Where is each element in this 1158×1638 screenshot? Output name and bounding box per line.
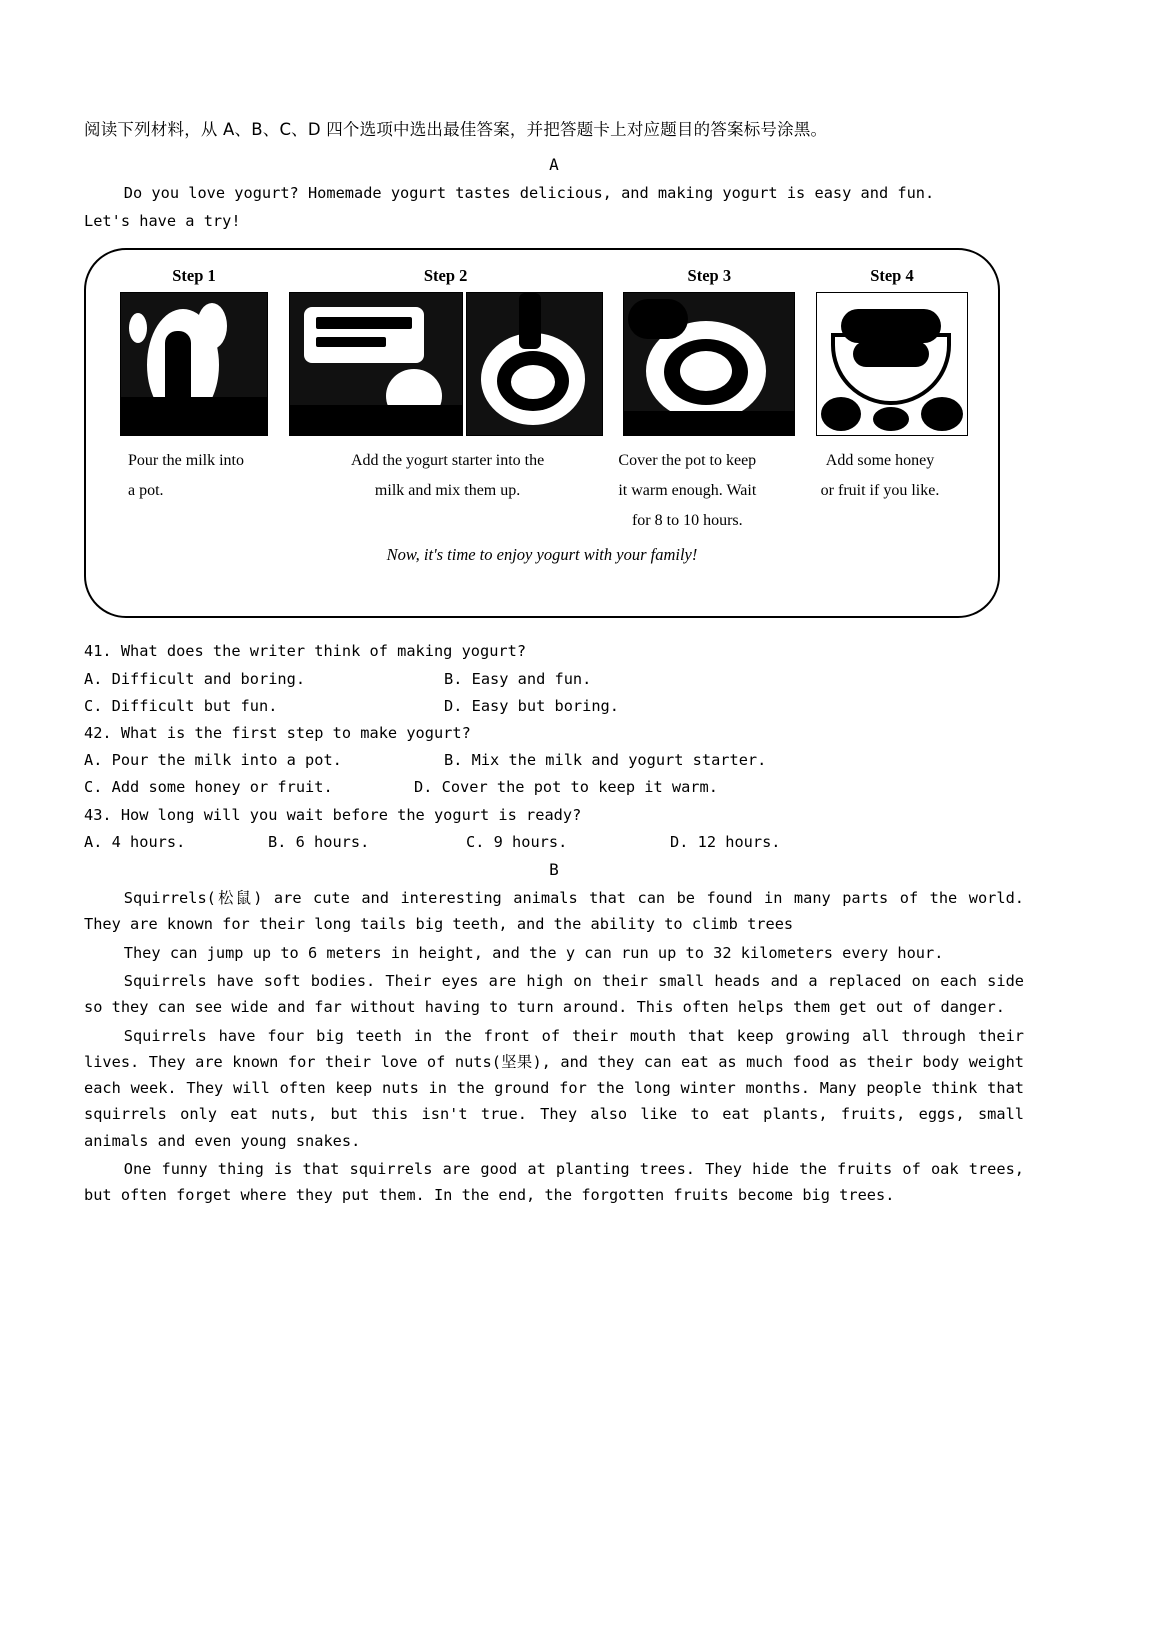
step-3 bbox=[623, 266, 795, 436]
step-2 bbox=[289, 266, 603, 436]
step-4-caption-line-1: Add some honey bbox=[825, 452, 935, 470]
passage-b-letter: B bbox=[549, 860, 559, 880]
step-3-caption-line-1: Cover the pot to keep bbox=[618, 452, 757, 470]
step-4-caption-line-2: or fruit if you like. bbox=[820, 481, 940, 499]
question-42-options-row-1 bbox=[84, 747, 1024, 774]
step-2-caption bbox=[307, 438, 589, 505]
passage-b-paragraph-3: Squirrels have soft bodies. Their eyes are high on their small heads and a replaced on each side so they can see wide and far without having to turn around. This often helps them get out of danger. bbox=[84, 971, 1024, 1017]
passage-b-paragraph-2: They can jump up to 6 meters in height, and the y can run up to 32 kilometers every hour. bbox=[123, 943, 944, 962]
passage-a-intro-line-2: Let's have a try! bbox=[84, 212, 241, 231]
question-43-options-row-1 bbox=[84, 829, 1024, 856]
question-41-option-c[interactable]: C. Difficult but fun. bbox=[84, 696, 278, 715]
steps-caption-row bbox=[86, 436, 998, 535]
step-2-caption-line-1: Add the yogurt starter into the bbox=[350, 452, 545, 470]
question-43-option-d[interactable]: D. 12 hours. bbox=[670, 832, 781, 851]
question-42-option-a[interactable]: A. Pour the milk into a pot. bbox=[84, 751, 342, 770]
question-42-stem: 42. What is the first step to make yogurt? bbox=[84, 724, 471, 742]
step-2-title: Step 2 bbox=[423, 266, 468, 286]
question-42-option-b[interactable]: B. Mix the milk and yogurt starter. bbox=[444, 751, 767, 770]
step-1-photo bbox=[120, 292, 268, 436]
step-1 bbox=[120, 266, 268, 436]
step-2-caption-line-2: milk and mix them up. bbox=[374, 481, 521, 499]
passage-b-paragraph-5: One funny thing is that squirrels are good at planting trees. They hide the fruits of oak trees, but often forget where they put them. In the end, the forgotten fruits become big trees. bbox=[84, 1160, 1024, 1205]
question-43-stem: 43. How long will you wait before the yogurt is ready? bbox=[84, 805, 582, 824]
page-content bbox=[84, 118, 1024, 1211]
yogurt-steps-box bbox=[84, 248, 1000, 618]
step-4 bbox=[816, 266, 968, 436]
step-2-photo-b bbox=[466, 292, 603, 436]
passage-a-intro-line-1: Do you love yogurt? Homemade yogurt tastes delicious, and making yogurt is easy and fun. bbox=[123, 183, 935, 202]
step-4-images bbox=[816, 292, 968, 436]
question-43-option-c[interactable]: C. 9 hours. bbox=[466, 832, 568, 851]
steps-image-row bbox=[86, 250, 998, 436]
steps-footer-note: Now, it's time to enjoy yogurt with your family! bbox=[386, 545, 698, 565]
passage-b-paragraph-4: Squirrels have four big teeth in the front of their mouth that keep growing all through their lives. They are known for their love of nuts(坚果), and they can eat as much food as their body weight each week. They will often keep nuts in the ground for the long winter months. Many people think that squirrels only eat nuts, but this isn't true. They also like to eat plants, fruits, eggs, small animals and even young snakes. bbox=[84, 1026, 1024, 1150]
step-2-images bbox=[289, 292, 603, 436]
step-3-title: Step 3 bbox=[687, 266, 732, 286]
step-3-images bbox=[623, 292, 795, 436]
question-41-option-a[interactable]: A. Difficult and boring. bbox=[84, 669, 306, 688]
step-2-photo-a bbox=[289, 292, 463, 436]
question-42-option-c[interactable]: C. Add some honey or fruit. bbox=[84, 778, 333, 797]
step-3-photo bbox=[623, 292, 795, 436]
question-41-options-row-2 bbox=[84, 693, 1024, 720]
question-42-options-row-2 bbox=[84, 774, 1024, 801]
question-42-option-d[interactable]: D. Cover the pot to keep it warm. bbox=[414, 778, 718, 797]
step-1-title: Step 1 bbox=[172, 266, 216, 286]
question-43-option-a[interactable]: A. 4 hours. bbox=[84, 832, 186, 851]
passage-b-paragraph-1: Squirrels(松鼠) are cute and interesting animals that can be found in many parts of the world. They are known for their long tails big teeth, and the ability to climb trees bbox=[84, 889, 1024, 934]
step-3-caption-line-3: for 8 to 10 hours. bbox=[631, 511, 743, 529]
reading-instruction: 阅读下列材料，从 A、B、C、D 四个选项中选出最佳答案，并把答题卡上对应题目的答案标号涂黑。 bbox=[84, 120, 828, 139]
step-1-caption bbox=[114, 438, 307, 505]
question-41-option-b[interactable]: B. Easy and fun. bbox=[444, 669, 592, 688]
step-4-photo bbox=[816, 292, 968, 436]
question-41-option-d[interactable]: D. Easy but boring. bbox=[444, 696, 619, 715]
step-4-title: Step 4 bbox=[870, 266, 914, 286]
question-41-stem: 41. What does the writer think of making yogurt? bbox=[84, 642, 527, 661]
question-41-options-row-1 bbox=[84, 666, 1024, 693]
step-1-caption-line-2: a pot. bbox=[128, 481, 164, 499]
step-3-caption-line-2: it warm enough. Wait bbox=[618, 481, 757, 499]
step-4-caption bbox=[786, 438, 974, 505]
question-43-option-b[interactable]: B. 6 hours. bbox=[268, 832, 370, 851]
passage-a-letter: A bbox=[549, 154, 559, 174]
step-1-caption-line-1: Pour the milk into bbox=[128, 452, 244, 470]
step-3-caption bbox=[589, 438, 786, 535]
step-1-images bbox=[120, 292, 268, 436]
